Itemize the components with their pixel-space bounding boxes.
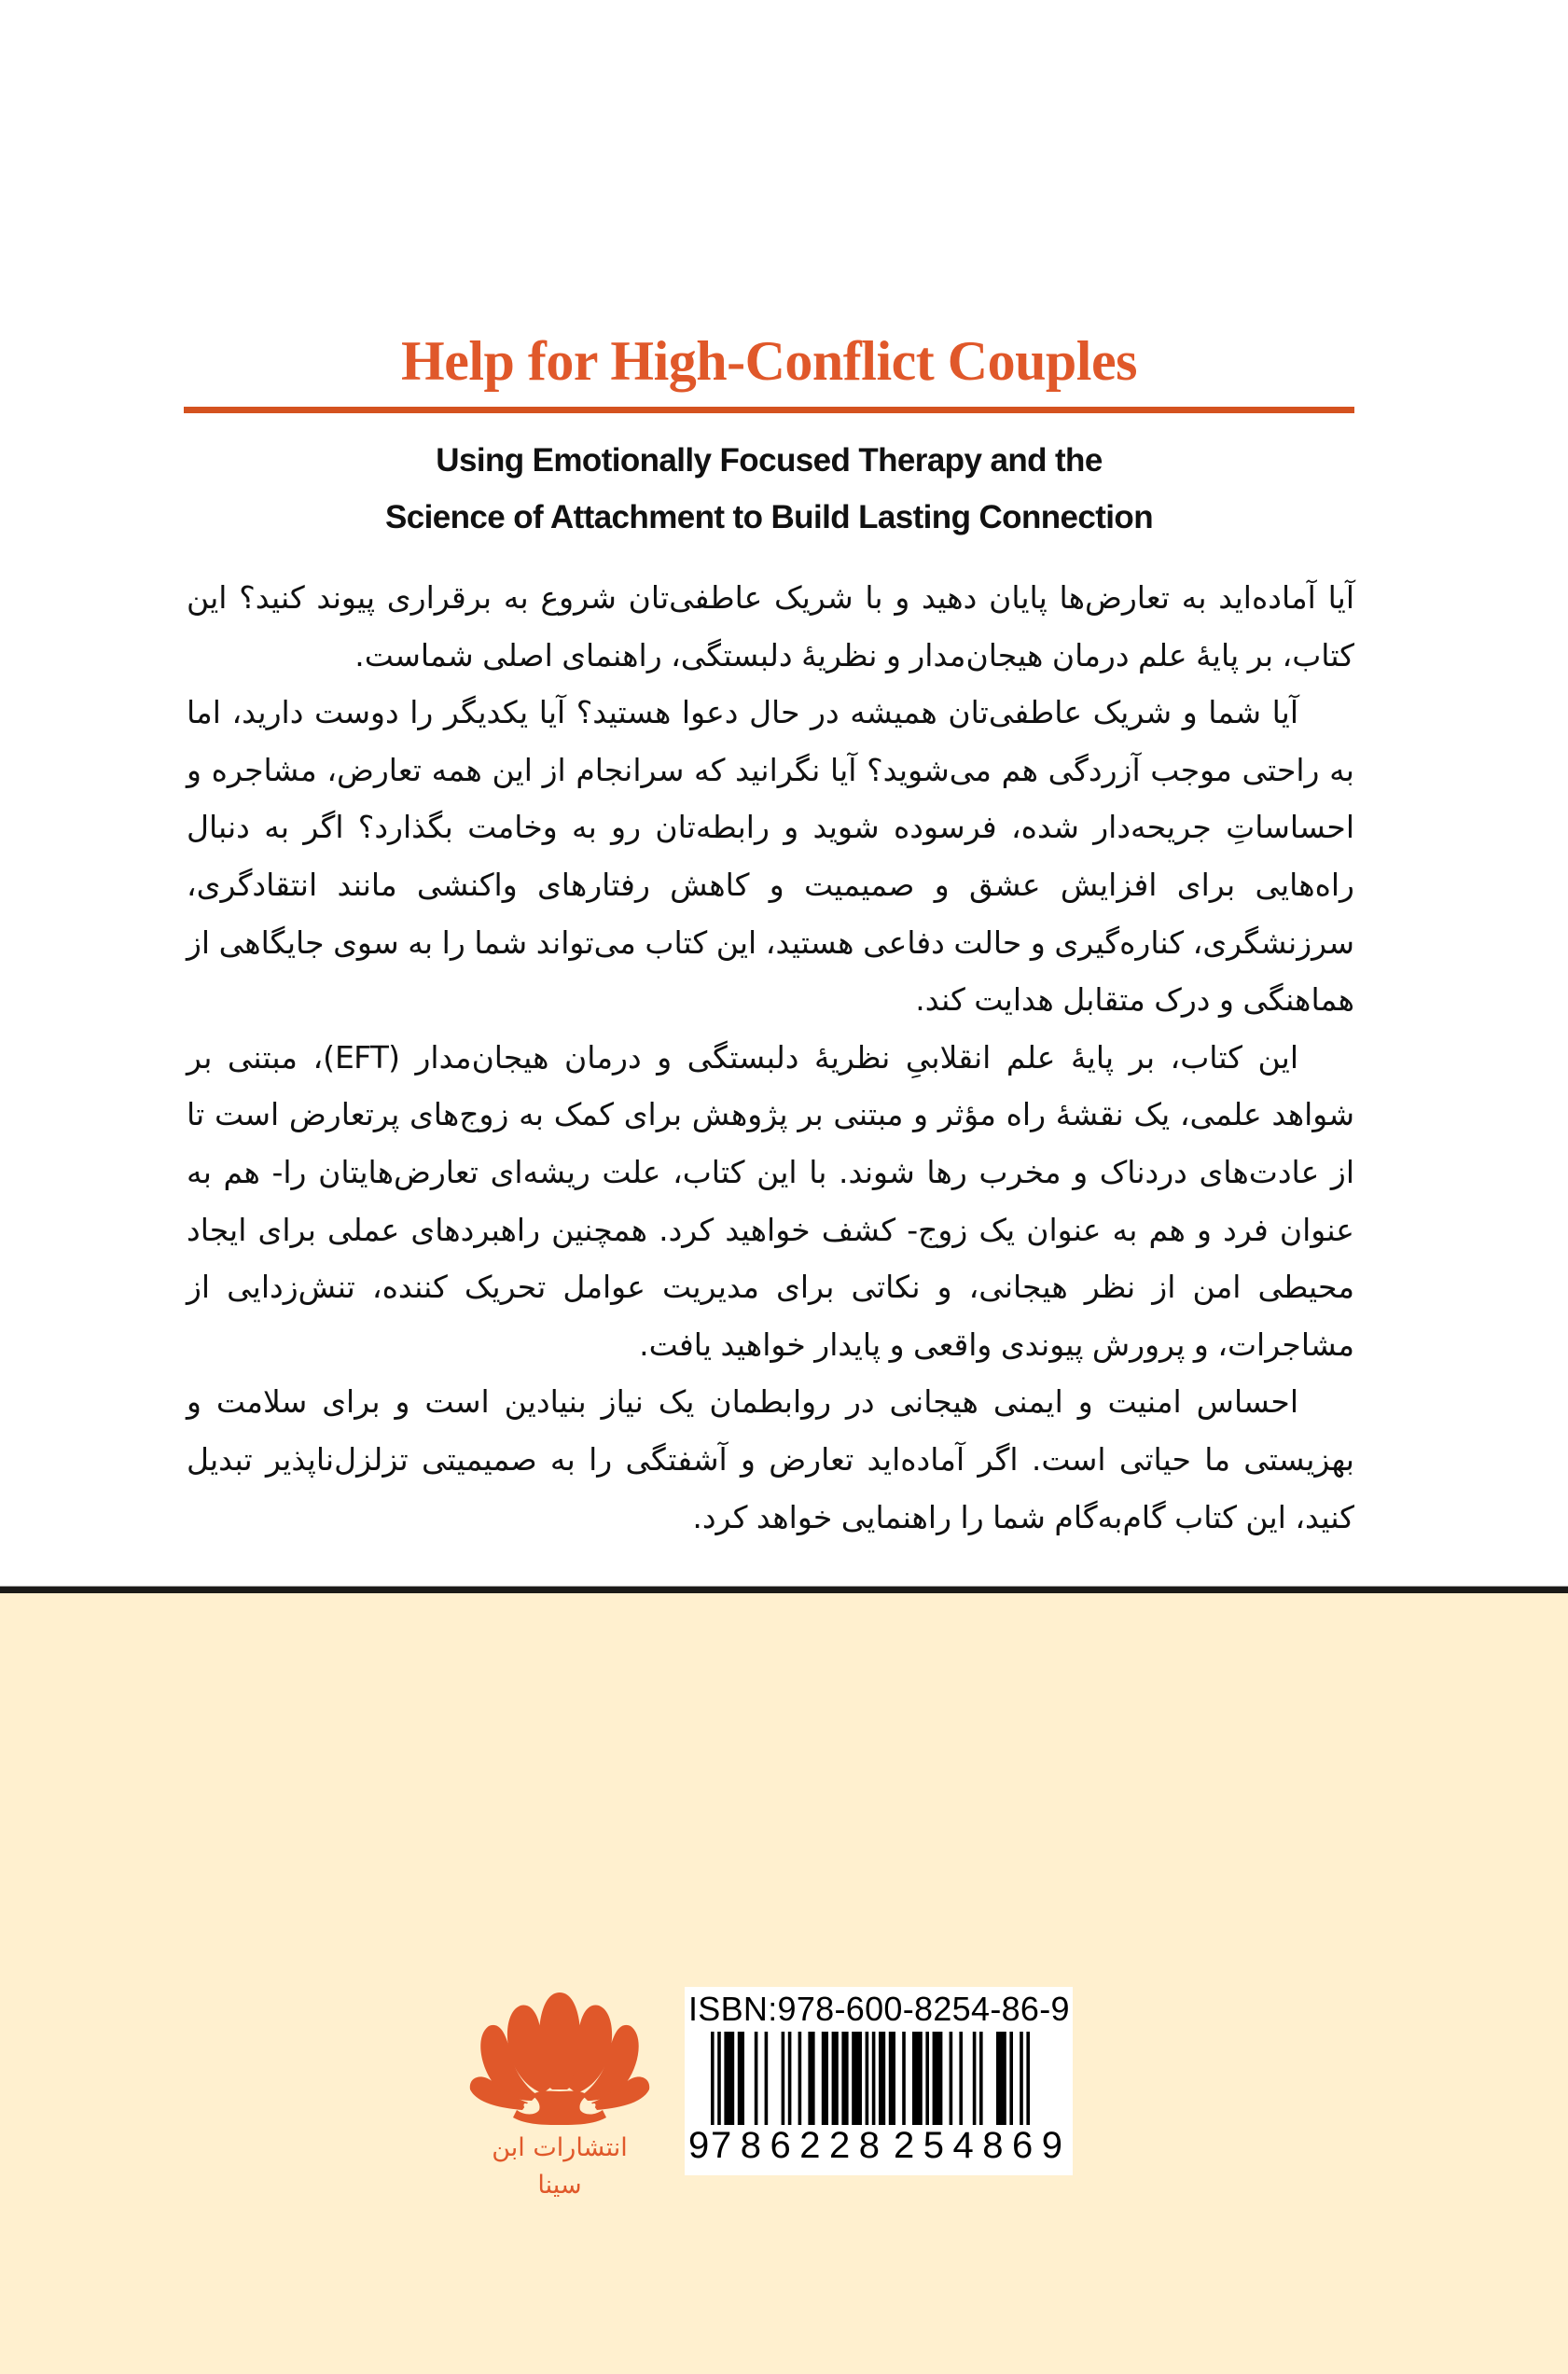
barcode-digits-right: 254869 [894,2125,1072,2166]
barcode-bar [852,2032,862,2125]
barcode-bar [841,2032,848,2125]
blurb-paragraph: این کتاب، بر پایهٔ علم انقلابیِ نظریهٔ دلبستگی و درمان هیجان‌مدار (EFT)، مبتنی بر شواهد علمی، یک نقشهٔ راه مؤثر و مبتنی بر پژوهش برای کمک به زوج‌های پرتعارض است تا از عادت‌های دردناک و مخرب رها شوند. با این کتاب، علت ریشه‌ای تعارض‌هایتان را- هم به عنوان فرد و هم به عنوان یک زوج- کشف خواهید کرد. همچنین راهبردهای عملی برای ایجاد محیطی امن از نظر هیجانی، و نکاتی برای مدیریت عوامل تحریک کننده، تنش‌زدایی از مشاجرات، و پرورش پیوندی واقعی و پایدار خواهید یافت. [187,1038,1354,1363]
barcode-bar [902,2032,906,2125]
barcode-bar [755,2032,758,2125]
subtitle-line: Using Emotionally Focused Therapy and the [436,442,1103,479]
isbn-label: ISBN:978-600-8254-86-9 [688,1990,1070,2028]
publisher-logo [466,1985,653,2200]
shell-fan-icon [466,1985,653,2134]
barcode-bar [1009,2032,1013,2125]
blurb-paragraph: آیا شما و شریک عاطفی‌تان همیشه در حال دعوا هستید؟ آیا یکدیگر را دوست دارید، اما به راحتی موجب آزردگی هم می‌شوید؟ آیا نگرانید که سرانجام از این همه تعارض، مشاجره و احساساتِ جریحه‌دار شده، فرسوده شوید و رابطه‌تان رو به وخامت بگذارد؟ اگر به دنبال راه‌هایی برای افزایش عشق و صمیمیت و کاهش رفتارهای واکنشی مانند انتقادگری، سرزنشگری، کناره‌گیری و حالت دفاعی هستید، این کتاب می‌تواند شما را به سوی جایگاهی از هماهنگی و درک متقابل هدایت کند. [187,694,1354,1019]
barcode-bar [724,2032,734,2125]
barcode-bar [979,2032,983,2125]
subtitle-line: Science of Attachment to Build Lasting Connection [385,499,1153,535]
barcode-bar [996,2032,1006,2125]
barcode-bar [933,2032,943,2125]
cover-bottom-section [0,1593,1568,2374]
barcode-digit-first: 9 [688,2125,710,2166]
barcode-bar [738,2032,744,2125]
section-divider [0,1586,1568,1593]
barcode-bar [925,2032,929,2125]
barcode-digits-left: 786228 [711,2125,889,2166]
book-title: Help for High-Conflict Couples [401,330,1137,392]
barcode-bar [822,2032,828,2125]
barcode-bar [889,2032,895,2125]
barcode-bar [832,2032,839,2125]
publisher-name: انتشارات ابن سینا [492,2133,628,2200]
title-underline-rule [184,407,1354,413]
isbn-barcode [685,1987,1073,2175]
blurb-paragraph: احساس امنیت و ایمنی هیجانی در روابطمان یک نیاز بنیادین است و برای سلامت و بهزیستی ما حیاتی است. اگر آماده‌اید تعارض و آشفتگی را به صمیمیتی تزلزل‌ناپذیر تبدیل کنید، این کتاب گام‌به‌گام شما را راهنمایی خواهد کرد. [187,1383,1354,1535]
barcode-bar [765,2032,769,2125]
barcode-bar [798,2032,802,2125]
barcode-bar [959,2032,963,2125]
book-subtitle [184,432,1354,546]
barcode-bar [788,2032,792,2125]
barcode-bar [808,2032,814,2125]
barcode-bar [879,2032,885,2125]
barcode-bar [782,2032,785,2125]
barcode-bar [912,2032,923,2125]
blurb-paragraph: آیا آماده‌اید به تعارض‌ها پایان دهید و با شریک عاطفی‌تان شروع به برقراری پیوند کنید؟ این کتاب، بر پایهٔ علم درمان هیجان‌مدار و نظریهٔ دلبستگی، راهنمای اصلی شماست. [187,579,1354,673]
back-cover-blurb [187,569,1354,1546]
barcode-bar [950,2032,953,2125]
barcode-bar [973,2032,977,2125]
